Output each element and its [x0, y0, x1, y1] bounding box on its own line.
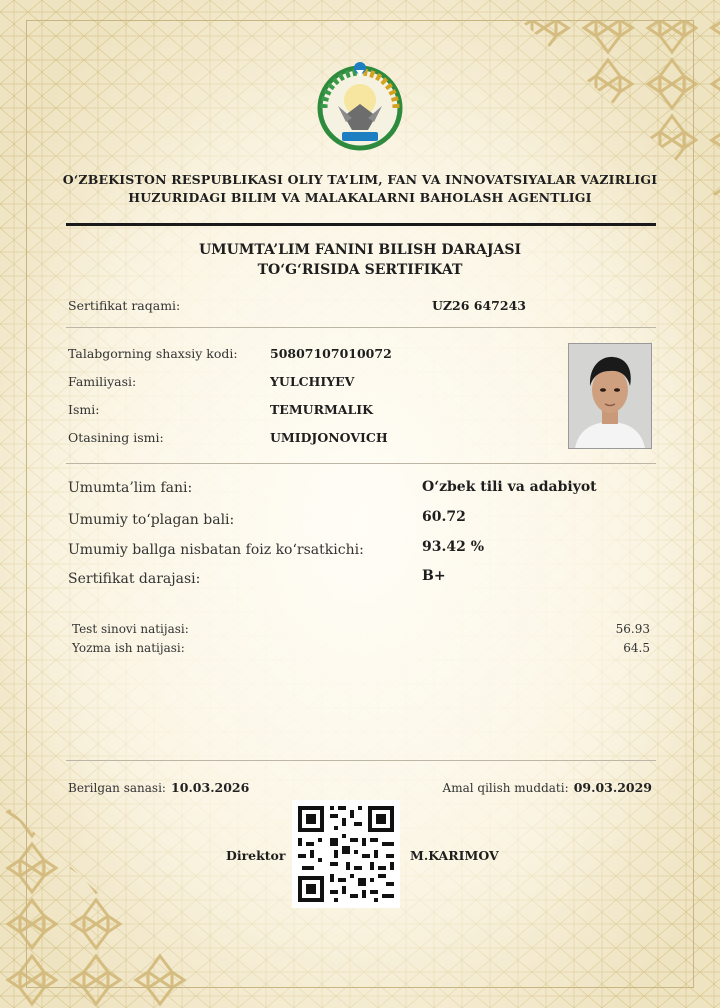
patronymic: UMIDJONOVICH — [270, 430, 388, 445]
divider — [66, 327, 656, 328]
issue-date-field — [68, 777, 249, 796]
percentage: 93.42 % — [422, 539, 485, 555]
certificate-number: UZ26 647243 — [432, 298, 526, 313]
subject-label: Umumta’lim fani: — [68, 480, 193, 496]
total-score: 60.72 — [422, 509, 466, 525]
qr-code-icon[interactable] — [292, 800, 400, 908]
written-result: 64.5 — [623, 641, 650, 655]
personal-id-label: Talabgorning shaxsiy kodi: — [68, 346, 238, 361]
test-result-label: Test sinovi natijasi: — [72, 622, 189, 636]
first-name: TEMURMALIK — [270, 402, 373, 417]
signatory-name: M.KARIMOV — [410, 848, 499, 863]
divider — [66, 463, 656, 464]
valid-until-field — [380, 777, 652, 796]
portrait-icon — [569, 344, 651, 448]
valid-until-date: 09.03.2029 — [573, 780, 652, 795]
certificate-number-label: Sertifikat raqami: — [68, 298, 181, 313]
written-result-label: Yozma ish natijasi: — [72, 641, 185, 655]
percentage-label: Umumiy ballga nisbatan foiz ko‘rsatkichi: — [68, 542, 364, 558]
certificate-level-label: Sertifikat darajasi: — [68, 571, 201, 587]
test-result: 56.93 — [615, 622, 650, 636]
header-divider — [66, 223, 656, 226]
certificate-level: B+ — [422, 568, 446, 584]
first-name-label: Ismi: — [68, 402, 100, 417]
total-score-label: Umumiy to‘plagan bali: — [68, 512, 235, 528]
personal-id: 50807107010072 — [270, 346, 392, 361]
divider — [66, 760, 656, 761]
agency-name-line1: O‘ZBEKISTON RESPUBLIKASI OLIY TA’LIM, FAN VA INNOVATSIYALAR VAZIRLIGI — [62, 172, 658, 187]
issue-date: 10.03.2026 — [171, 780, 250, 795]
agency-name-line2: HUZURIDAGI BILIM VA MALAKALARNI BAHOLASH AGENTLIGI — [128, 190, 592, 205]
surname-label: Familiyasi: — [68, 374, 137, 389]
signatory-role: Direktor — [226, 848, 286, 863]
patronymic-label: Otasining ismi: — [68, 430, 164, 445]
state-emblem-icon — [312, 58, 408, 154]
certificate-title-line2: TO‘G‘RISIDA SERTIFIKAT — [257, 262, 463, 278]
issue-date-label: Berilgan sanasi: — [68, 781, 166, 795]
subject: O‘zbek tili va adabiyot — [422, 479, 597, 495]
surname: YULCHIYEV — [270, 374, 355, 389]
valid-until-label: Amal qilish muddati: — [442, 781, 569, 795]
certificate-title-line1: UMUMTA’LIM FANINI BILISH DARAJASI — [198, 242, 522, 258]
applicant-photo — [568, 343, 652, 449]
